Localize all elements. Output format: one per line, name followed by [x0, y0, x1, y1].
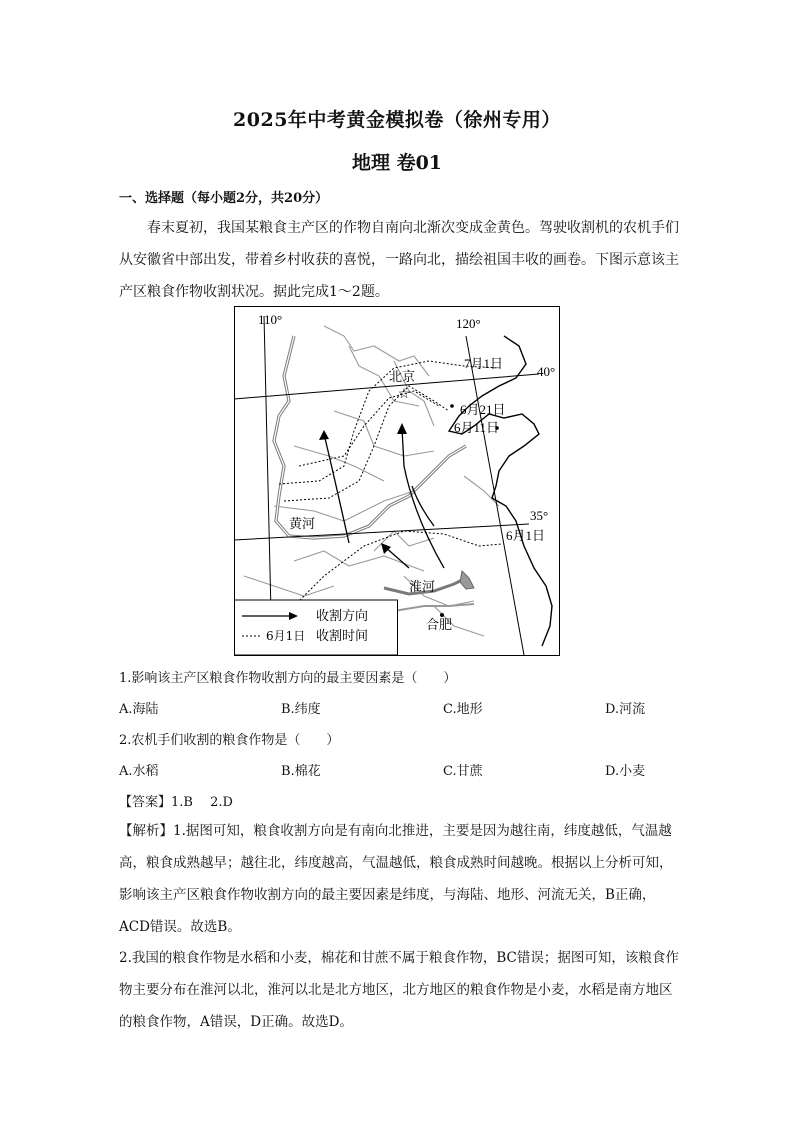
question-1-stem: 1.影响该主产区粮食作物收割方向的最主要因素是（ ）	[119, 671, 457, 686]
answer-line: 【答案】1.B 2.D	[119, 795, 233, 810]
page-subtitle: 地理 卷01	[351, 152, 443, 174]
label-110: 110°	[258, 312, 283, 327]
label-jun11: 6月11日	[454, 420, 500, 435]
explanation-1: 【解析】1.据图可知，粮食收割方向是有南向北推进，主要是因为越往南，纬度越低，气温越高，粮食成熟越早；越往北，纬度越高，气温越低，粮食成熟时间越晚。根据以上分析可知，影响该主产区粮食作物收割方向的最主要因素是纬度，与海陆、地形、河流无关，B正确，ACD错误。故选B。	[119, 823, 673, 935]
legend-arrow-label: 收割方向	[316, 609, 369, 624]
question-2-stem: 2.农机手们收割的粮食作物是（ ）	[119, 733, 340, 748]
q1-option-d[interactable]: D.河流	[605, 702, 646, 717]
map-legend	[235, 600, 398, 655]
section-heading: 一、选择题（每小题2分，共20分）	[119, 191, 329, 206]
label-hefei: 合肥	[426, 617, 453, 632]
page-title: 2025年中考黄金模拟卷（徐州专用）	[233, 109, 561, 131]
q2-option-c[interactable]: C.甘蔗	[443, 764, 483, 779]
q2-option-d[interactable]: D.小麦	[605, 764, 646, 779]
q1-option-a[interactable]: A.海陆	[119, 702, 159, 717]
harvest-map	[234, 306, 560, 656]
label-jun1: 6月1日	[506, 528, 546, 543]
label-beijing: 北京	[389, 369, 416, 384]
q1-option-c[interactable]: C.地形	[443, 702, 483, 717]
tianjin-dot	[450, 404, 454, 408]
label-huaihe: 淮河	[409, 579, 436, 594]
label-jun21: 6月21日	[460, 402, 506, 417]
beijing-star: ☆	[397, 386, 411, 402]
label-huanghe: 黄河	[289, 516, 316, 531]
legend-line-date: 6月1日	[266, 629, 306, 643]
label-35: 35°	[530, 508, 549, 523]
q2-option-b[interactable]: B.棉花	[281, 764, 321, 779]
label-120: 120°	[456, 316, 481, 331]
q2-option-a[interactable]: A.水稻	[119, 764, 159, 779]
explanation-2: 2.我国的粮食作物是水稻和小麦，棉花和甘蔗不属于粮食作物，BC错误；据图可知，该粮食作物主要分布在淮河以北，淮河以北是北方地区，北方地区的粮食作物是小麦，水稻是南方地区的粮食作物，A错误，D正确。故选D。	[119, 950, 679, 1030]
label-40: 40°	[537, 364, 556, 379]
label-jul1: 7月1日	[464, 356, 504, 371]
intro-paragraph: 春末夏初，我国某粮食主产区的作物自南向北渐次变成金黄色。驾驶收割机的农机手们从安徽省中部出发，带着乡村收获的喜悦，一路向北，描绘祖国丰收的画卷。下图示意该主产区粮食作物收割状况。据此完成1～2题。	[119, 220, 679, 300]
legend-line-label: 收割时间	[316, 629, 369, 644]
q1-option-b[interactable]: B.纬度	[281, 702, 321, 717]
